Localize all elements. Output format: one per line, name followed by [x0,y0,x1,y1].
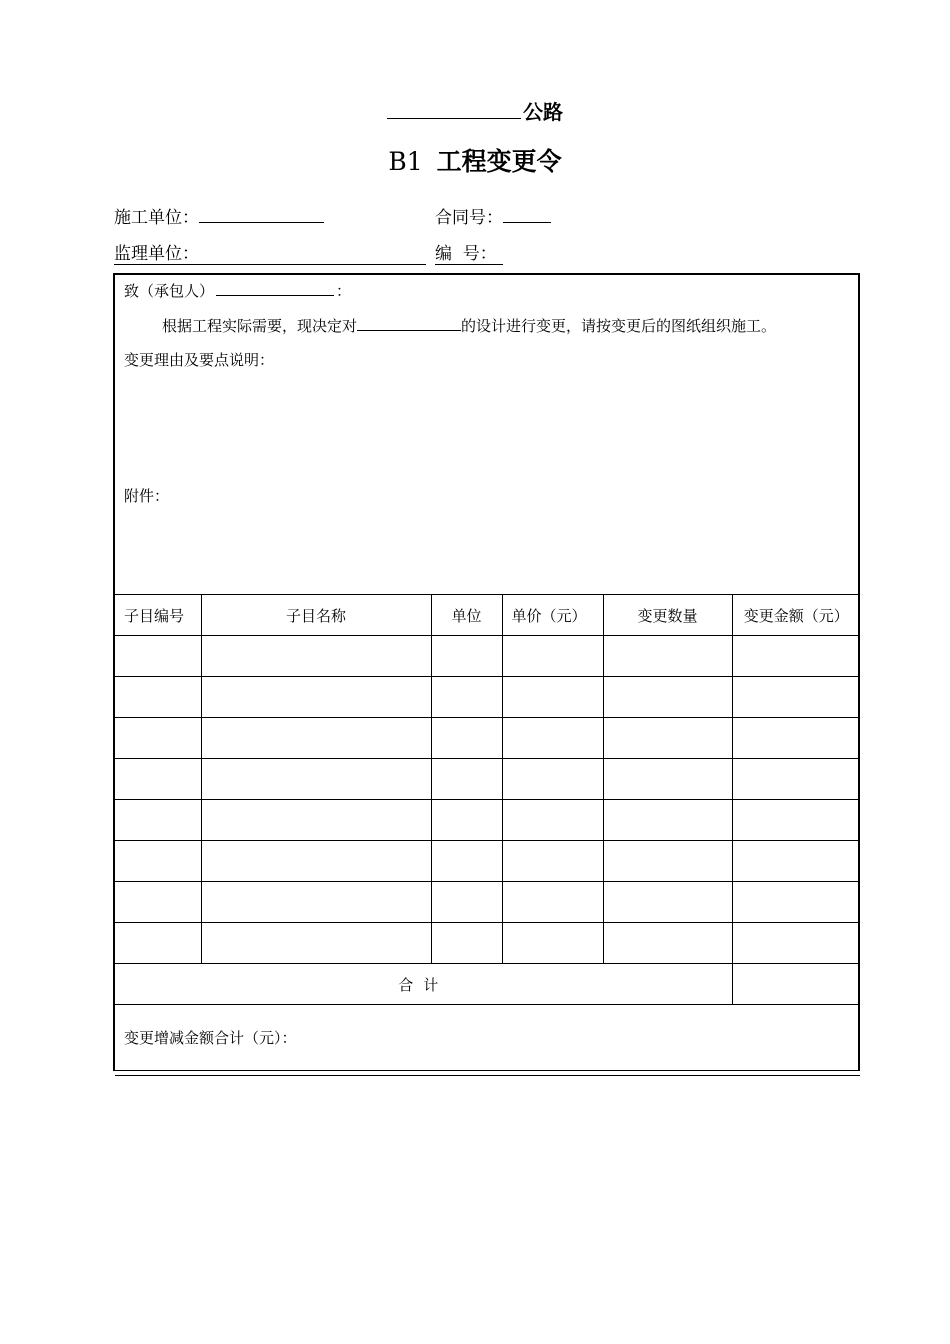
item-name-cell[interactable] [201,800,431,841]
change-qty-cell[interactable] [603,718,732,759]
total-value-cell[interactable] [732,964,860,1005]
change-statement-suffix: 的设计进行变更，请按变更后的图纸组织施工。 [461,317,777,335]
change-qty-cell[interactable] [603,882,732,923]
change-qty-cell[interactable] [603,800,732,841]
construction-unit-row [114,203,324,228]
form-title [0,142,950,178]
change-order-form [113,273,860,1071]
unit-price-cell[interactable] [502,677,603,718]
reason-label: 变更理由及要点说明： [124,351,275,369]
road-name-blank[interactable] [387,100,521,119]
form-title-text: 工程变更令 [436,147,562,176]
change-statement-prefix: 根据工程实际需要，现决定对 [162,317,358,335]
change-amount-cell[interactable] [732,882,860,923]
summary-label: 变更增减金额合计（元）： [124,1029,297,1047]
item-no-cell[interactable] [115,636,201,677]
to-contractor-line [124,280,351,301]
unit-price-cell[interactable] [502,718,603,759]
contractor-field[interactable] [216,280,334,296]
total-row [115,964,860,1005]
unit-cell[interactable] [431,923,502,964]
construction-unit-label: 施工单位： [114,208,199,228]
table-row [115,759,860,800]
change-amount-cell[interactable] [732,800,860,841]
unit-price-cell[interactable] [502,800,603,841]
col-item-no: 子目编号 [115,595,201,636]
change-amount-cell[interactable] [732,677,860,718]
change-amount-cell[interactable] [732,759,860,800]
change-qty-cell[interactable] [603,923,732,964]
unit-price-cell[interactable] [502,841,603,882]
table-row [115,636,860,677]
summary-cell[interactable] [115,1005,860,1076]
unit-cell[interactable] [431,677,502,718]
change-qty-cell[interactable] [603,759,732,800]
item-name-cell[interactable] [201,759,431,800]
road-heading [0,96,950,125]
change-amount-cell[interactable] [732,923,860,964]
table-row [115,677,860,718]
unit-price-cell[interactable] [502,636,603,677]
change-amount-cell[interactable] [732,841,860,882]
table-row [115,923,860,964]
col-change-amount: 变更金额（元） [732,595,860,636]
items-table [115,594,860,1076]
number-label: 编 号： [435,239,503,265]
change-qty-cell[interactable] [603,636,732,677]
form-code: B1 [388,147,423,176]
total-label: 合计 [115,964,732,1005]
item-no-cell[interactable] [115,800,201,841]
unit-cell[interactable] [431,759,502,800]
number-row [435,239,503,265]
unit-cell[interactable] [431,841,502,882]
item-no-cell[interactable] [115,677,201,718]
change-qty-cell[interactable] [603,677,732,718]
table-row [115,841,860,882]
col-unit: 单位 [431,595,502,636]
road-suffix: 公路 [523,100,563,124]
item-no-cell[interactable] [115,718,201,759]
to-contractor-label: 致（承包人） [124,282,215,300]
item-name-cell[interactable] [201,636,431,677]
construction-unit-field[interactable] [199,206,324,223]
item-name-cell[interactable] [201,841,431,882]
unit-cell[interactable] [431,800,502,841]
item-name-cell[interactable] [201,882,431,923]
change-statement-line [162,315,776,336]
item-no-cell[interactable] [115,759,201,800]
unit-cell[interactable] [431,718,502,759]
col-item-name: 子目名称 [201,595,431,636]
instruction-section [115,275,858,594]
contract-no-row [435,203,551,228]
col-unit-price: 单价（元） [502,595,603,636]
item-name-cell[interactable] [201,718,431,759]
col-change-qty: 变更数量 [603,595,732,636]
item-name-cell[interactable] [201,923,431,964]
change-qty-cell[interactable] [603,841,732,882]
table-header-row [115,595,860,636]
item-no-cell[interactable] [115,841,201,882]
unit-price-cell[interactable] [502,759,603,800]
table-row [115,718,860,759]
unit-cell[interactable] [431,882,502,923]
attachment-label: 附件： [124,487,170,505]
table-row [115,800,860,841]
change-target-field[interactable] [357,315,461,331]
contract-no-field[interactable] [503,206,551,223]
supervision-unit-label: 监理单位： [114,239,426,265]
supervision-unit-row [114,239,426,265]
table-row [115,882,860,923]
unit-cell[interactable] [431,636,502,677]
item-no-cell[interactable] [115,882,201,923]
item-no-cell[interactable] [115,923,201,964]
unit-price-cell[interactable] [502,923,603,964]
contract-no-label: 合同号： [435,208,503,228]
unit-price-cell[interactable] [502,882,603,923]
to-colon: ： [336,282,352,300]
change-amount-cell[interactable] [732,636,860,677]
change-amount-cell[interactable] [732,718,860,759]
item-name-cell[interactable] [201,677,431,718]
summary-row [115,1005,860,1076]
